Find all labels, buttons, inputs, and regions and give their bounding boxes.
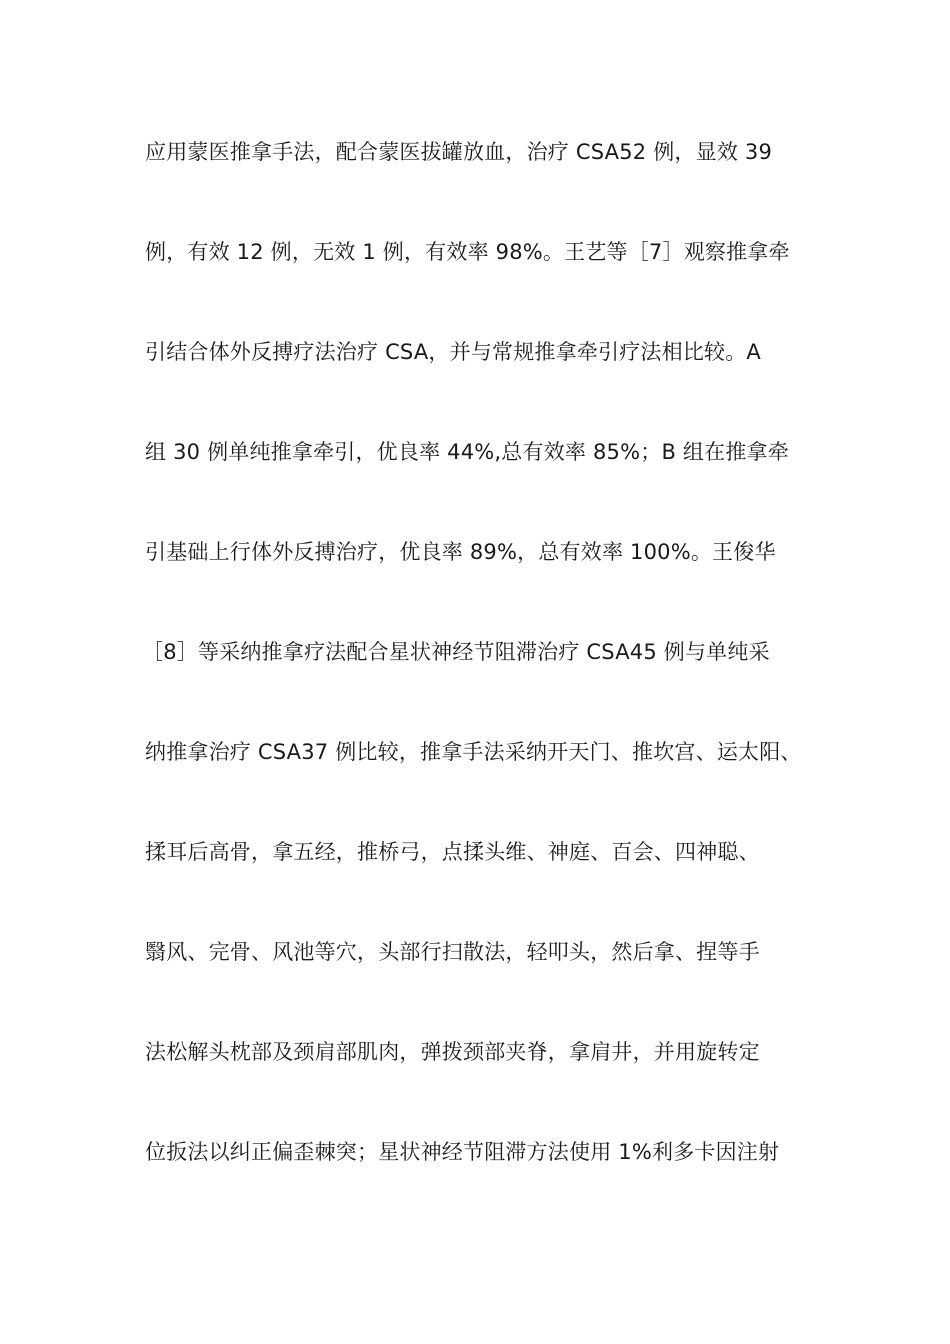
text-line: 组 30 例单纯推拿牵引，优良率 44%,总有效率 85%；B 组在推拿牵 xyxy=(145,440,789,464)
text-line: 位扳法以纠正偏歪棘突；星状神经节阻滞方法使用 1%利多卡因注射 xyxy=(145,1140,780,1164)
text-line: 纳推拿治疗 CSA37 例比较，推拿手法采纳开天门、推坎宫、运太阳、 xyxy=(145,740,802,764)
text-line: 应用蒙医推拿手法，配合蒙医拔罐放血，治疗 CSA52 例，显效 39 xyxy=(145,140,773,164)
text-line: ［8］等采纳推拿疗法配合星状神经节阻滞治疗 CSA45 例与单纯采 xyxy=(142,640,770,664)
text-line: 引结合体外反搏疗法治疗 CSA，并与常规推拿牵引疗法相比较。A xyxy=(145,340,761,364)
text-line: 法松解头枕部及颈肩部肌肉，弹拨颈部夹脊，拿肩井，并用旋转定 xyxy=(145,1040,760,1064)
text-line: 翳风、完骨、风池等穴，头部行扫散法，轻叩头，然后拿、捏等手 xyxy=(145,940,760,964)
text-line: 引基础上行体外反搏治疗，优良率 89%，总有效率 100%。王俊华 xyxy=(145,540,776,564)
text-line: 揉耳后高骨，拿五经，推桥弓，点揉头维、神庭、百会、四神聪、 xyxy=(145,840,760,864)
text-line: 例，有效 12 例，无效 1 例，有效率 98%。王艺等［7］观察推拿牵 xyxy=(145,240,790,264)
